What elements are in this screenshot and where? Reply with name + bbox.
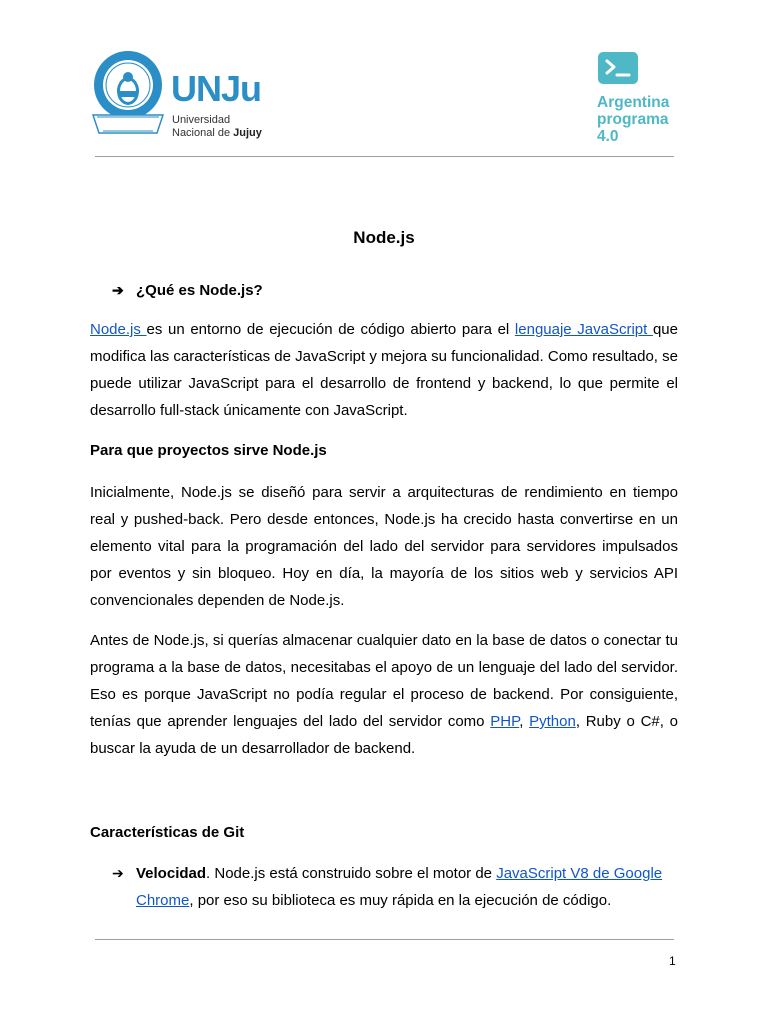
paragraph-proyectos: Inicialmente, Node.js se diseñó para servir a arquitecturas de rendimiento en tiempo real y pushed-back. Pero desde entonces, Node.js ha crecido hasta convertirse en un elemento vital para la programación del lado del servidor para servidores impulsados por eventos y sin bloqueo. Hoy en día, la mayoría de los sitios web y servicios API convencionales dependen de Node.js. <box>90 484 678 609</box>
unju-logo <box>91 47 261 141</box>
unju-seal-icon <box>91 47 165 141</box>
link-v8-chrome[interactable]: JavaScript V8 de Google Chrome <box>136 865 663 909</box>
page-title: Node.js <box>353 228 415 247</box>
page-number: 1 <box>669 954 676 968</box>
unju-subtitle-line1: Universidad <box>172 114 231 126</box>
heading-caracteristicas: Características de Git <box>90 824 245 841</box>
link-python[interactable]: Python <box>529 713 576 730</box>
ap-line3: 4.0 <box>597 128 619 145</box>
link-nodejs[interactable]: Node.js <box>90 321 147 338</box>
heading-proyectos: Para que proyectos sirve Node.js <box>90 442 327 459</box>
paragraph-antes: Antes de Node.js, si querías almacenar cualquier dato en la base de datos o conectar tu programa a la base de datos, necesitabas el apoyo de un lenguaje del lado del servidor. Eso es porque JavaScript no podía regular el proceso de backend. Por consiguiente, tenías que aprender lenguajes del lado del servidor como PHP, Python, Ruby o C#, o buscar la ayuda de un desarrollador de backend. <box>90 632 678 757</box>
unju-wordmark: UNJu <box>171 68 262 109</box>
ap-line2: programa <box>597 111 669 128</box>
link-php[interactable]: PHP <box>490 713 520 730</box>
unju-subtitle-line2: Nacional de Jujuy <box>172 127 262 139</box>
argentina-programa-text <box>597 94 669 145</box>
terminal-prompt-icon <box>598 52 638 84</box>
arrow-right-icon: ➔ <box>112 282 124 298</box>
paragraph-intro: Node.js es un entorno de ejecución de código abierto para el lenguaje JavaScript que modifica las características de JavaScript y mejora su funcionalidad. Como resultado, se puede utilizar JavaScript para el desarrollo de frontend y backend, lo que permite el desarrollo full-stack únicamente con JavaScript. <box>90 321 678 419</box>
argentina-programa-logo <box>596 52 696 147</box>
feature-list-item: ➔ Velocidad. Node.js está construido sobre el motor de JavaScript V8 de Google Chrome, por eso su biblioteca es muy rápida en la ejecución de código. <box>112 860 678 914</box>
footer-divider <box>95 939 674 940</box>
ap-line1: Argentina <box>597 94 670 111</box>
header-divider <box>95 156 674 157</box>
link-javascript[interactable]: lenguaje JavaScript <box>514 321 653 338</box>
arrow-right-icon: ➔ <box>112 865 124 881</box>
question-heading: ➔ ¿Qué es Node.js? <box>112 277 263 304</box>
